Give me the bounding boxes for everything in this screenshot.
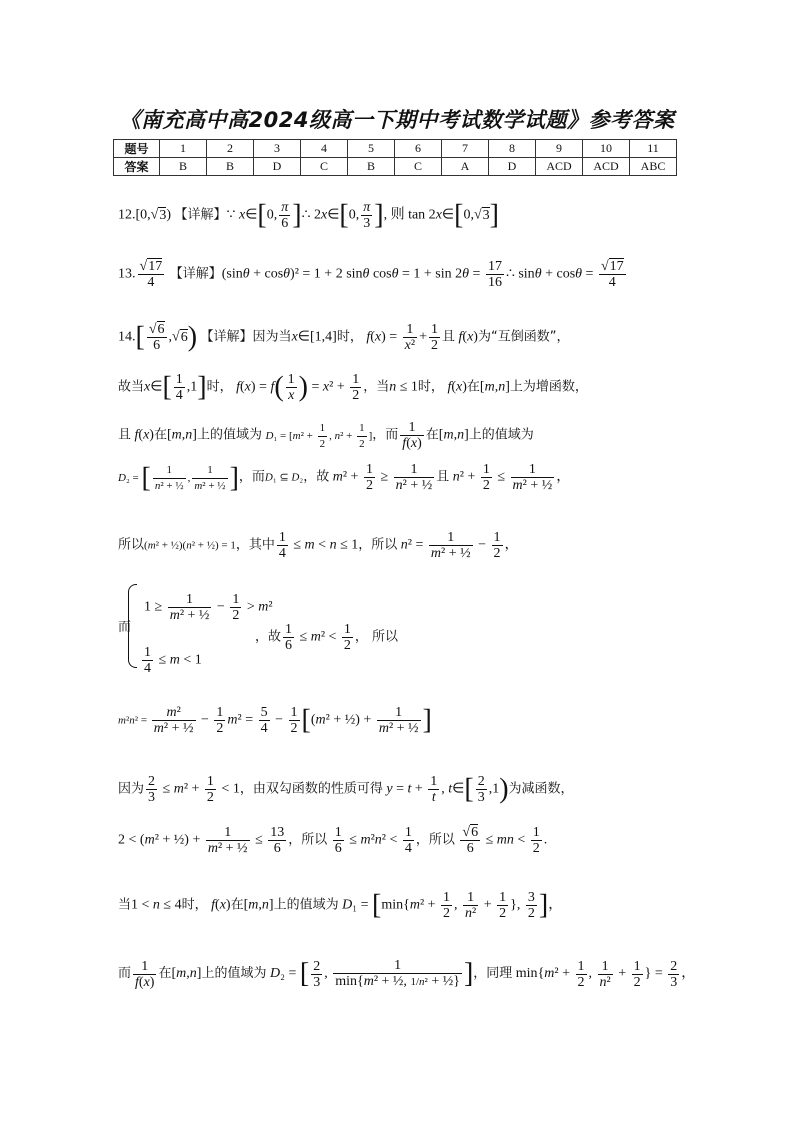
text-segment: ，同理 [473, 966, 513, 982]
text-segment: 且 [442, 329, 456, 345]
text-segment: ，故 [303, 469, 330, 485]
solution-line-7: m²n² = $\frac{\text{m²}}{\text{m² + ½}}$ − $\frac{1}{2}$ m² = $\frac{5}{4}$ − $\frac{1}{2}$ [(m² + ½) + $\frac{1}{\text{m² + ½}}$ ] [118, 704, 432, 736]
table-cell: B [207, 158, 254, 176]
table-cell: 10 [583, 140, 630, 158]
min-operator: min [381, 897, 404, 913]
page-title: 《南充高中高2024级高一下期中考试数学试题》参考答案 [119, 108, 675, 132]
text-segment: 上为增函数， [509, 379, 588, 395]
text-segment: ，所以 [415, 832, 455, 848]
table-cell: C [395, 158, 442, 176]
system-inequality-1: 1 ≥ $\frac{1}{\text{m² + ½}}$ − $\frac{1}{2}$ > m² [144, 592, 273, 623]
text-segment: 在 [466, 379, 480, 395]
solution-line-2: 故当x∈[ $\frac{1}{4}$ ,1]时， f(x) = f( $\frac{1}{x}$ ) = x² + $\frac{1}{2}$ ，当n ≤ 1时， f(x)在[m,n]上为增函数， [118, 371, 588, 403]
text-segment: 时， [417, 379, 444, 395]
table-cell: 9 [536, 140, 583, 158]
solution-line-9: 2 < (m² + ½) + $\frac{1}{\text{m² + ½}}$ ≤ $\frac{13}{6}$ ，所以 $\frac{1}{6}$ ≤ m²n² < $\frac{1}{4}$ ，所以 $\frac{√6}{6}$ ≤ mn < $\frac{1}{2}$ . [118, 825, 548, 856]
solution-line-6 [118, 616, 131, 636]
table-row-numbers [114, 140, 677, 158]
table-cell: 4 [301, 140, 348, 158]
answer-12: 12.[0,√3) 【详解】∵ x∈[0, $\frac{\pi}{6}$ ]∴ 2x∈[0, $\frac{\pi}{3}$ ], 则 tan 2x∈[0,√3] [118, 199, 499, 231]
question-number: 14. [118, 329, 136, 345]
solution-line-10: 当1 < n ≤ 4时， f(x)在[m,n]上的值域为 D₁ = [min{m² + $\frac{1}{2}$ , $\frac{1}{\text{n²}}$ + $\frac{1}{2}$ }, $\frac{3}{2}$ ]， [118, 889, 563, 921]
text-segment: 因为当 [252, 329, 292, 345]
text-segment: 且 [118, 427, 132, 443]
text-segment: 上的值域为 [273, 897, 339, 913]
text-segment: 所以 [118, 537, 145, 553]
table-cell: D [254, 158, 301, 176]
solution-line-11: 而 $\frac{1}{f(x)}$ 在[m,n]上的值域为 D₂ = [ $\frac{2}{3}$ , $\frac{1}{\text{min\{m² + ½, 1/n² + ½\}}}$ ]，同理 min{m² + $\frac{1}{2}$ , $\frac{1}{\text{n²}}$ + $\frac{1}{2}$ } = $\frac{2}{3}$ ， [118, 958, 696, 990]
table-cell: 7 [442, 140, 489, 158]
text-segment: ，由双勾函数的性质可得 [239, 781, 383, 797]
text-segment: 在 [158, 966, 172, 982]
text-segment: ，其中 [235, 537, 275, 553]
text-segment: 为减函数， [508, 781, 574, 797]
text-segment: ， 所以 [354, 629, 399, 645]
table-cell: C [301, 158, 348, 176]
text-segment: 因为 [118, 781, 145, 797]
text-segment: 时， [181, 897, 208, 913]
solution-line-4: D₂ = [ $\frac{1}{\text{n² + ½}}$ , $\frac{1}{\text{m² + ½}}$ ]，而D₁ ⊆ D₂，故 m² + $\frac{1}{2}$ ≥ $\frac{1}{\text{n² + ½}}$ 且 n² + $\frac{1}{2}$ ≤ $\frac{1}{\text{m² + ½}}$ ， [118, 462, 571, 494]
text-segment: ，而 [238, 469, 265, 485]
text-segment: 而 [118, 966, 132, 982]
table-cell: ACD [583, 158, 630, 176]
table-cell: ABC [630, 158, 677, 176]
answer-table [113, 139, 677, 176]
text-segment: 且 [436, 469, 450, 485]
table-row-answers [114, 158, 677, 176]
question-number: 13. [118, 266, 136, 282]
table-header-cell: 题号 [114, 140, 160, 158]
solution-line-3: 且 f(x)在[m,n]上的值域为 D₁ = [m² + $\frac{1}{2}$ , n² + $\frac{1}{2}$ ]，而 $\frac{1}{f(x)}$ 在[m,n]上的值域为 [118, 420, 534, 451]
table-cell: 3 [254, 140, 301, 158]
min-operator: min [335, 974, 357, 989]
table-header-cell: 答案 [114, 158, 160, 176]
answer-14: 14.[ $\frac{√6}{6}$ ,√6) 【详解】因为当x∈[1,4]时， f(x) = $\frac{1}{\text{x²}}$ + $\frac{1}{2}$ 且 f(x)为“互倒函数”， [118, 321, 570, 353]
detail-label: 【详解】 [174, 207, 227, 223]
solution-line-5: 所以(m² + ½)(n² + ½) = 1，其中 $\frac{1}{4}$ ≤ m < n ≤ 1，所以 n² = $\frac{1}{\text{m² + ½}}$ − $\frac{1}{2}$ ， [118, 530, 519, 561]
text-segment: ，当 [363, 379, 390, 395]
text-segment: ，而 [372, 427, 399, 443]
question-number: 12. [118, 207, 136, 223]
text-segment: 在 [425, 427, 439, 443]
table-cell: D [489, 158, 536, 176]
table-cell: 5 [348, 140, 395, 158]
text-segment: 为“互倒函数”， [477, 329, 570, 345]
table-cell: 6 [395, 140, 442, 158]
solution-line-8: 因为 $\frac{2}{3}$ ≤ m² + $\frac{1}{2}$ < 1，由双勾函数的性质可得 y = t + $\frac{1}{t}$ , t∈[ $\frac{2}{3}$ ,1)为减函数， [118, 773, 574, 805]
answer-13: 13. $\frac{√17}{4}$ 【详解】(sinθ + cosθ)² = 1 + 2 sinθ cosθ = 1 + sin 2θ = $\frac{17}{16}$ ∴ sinθ + cosθ = $\frac{√17}{4}$ [118, 259, 624, 290]
table-cell: 1 [160, 140, 207, 158]
detail-label: 【详解】 [200, 329, 253, 345]
text-segment: 而 [118, 620, 132, 635]
text-segment: ，所以 [358, 537, 398, 553]
text-segment: 故当 [118, 379, 145, 395]
detail-label: 【详解】 [169, 266, 222, 282]
text-segment: 时， [336, 329, 363, 345]
table-cell: B [160, 158, 207, 176]
table-cell: 11 [630, 140, 677, 158]
text-segment: 时， [206, 379, 233, 395]
text-segment: 在 [153, 427, 167, 443]
table-cell: 8 [489, 140, 536, 158]
text-segment: 上的值域为 [468, 427, 534, 443]
table-cell: 2 [207, 140, 254, 158]
table-cell: B [348, 158, 395, 176]
text-segment: 在 [230, 897, 244, 913]
table-cell: A [442, 158, 489, 176]
min-operator: min [515, 966, 538, 982]
text-segment: 上的值域为 [196, 427, 262, 443]
text-segment: ，故 [255, 629, 282, 645]
text-segment: ，所以 [288, 832, 328, 848]
text-segment: 上的值域为 [201, 966, 267, 982]
table-cell: ACD [536, 158, 583, 176]
solution-line-6b: ，故 $\frac{1}{6}$ ≤ m² < $\frac{1}{2}$ ， 所以 [255, 622, 399, 653]
text-segment: 当 [118, 897, 132, 913]
system-inequality-2: $\frac{1}{4}$ ≤ m < 1 [144, 645, 202, 676]
